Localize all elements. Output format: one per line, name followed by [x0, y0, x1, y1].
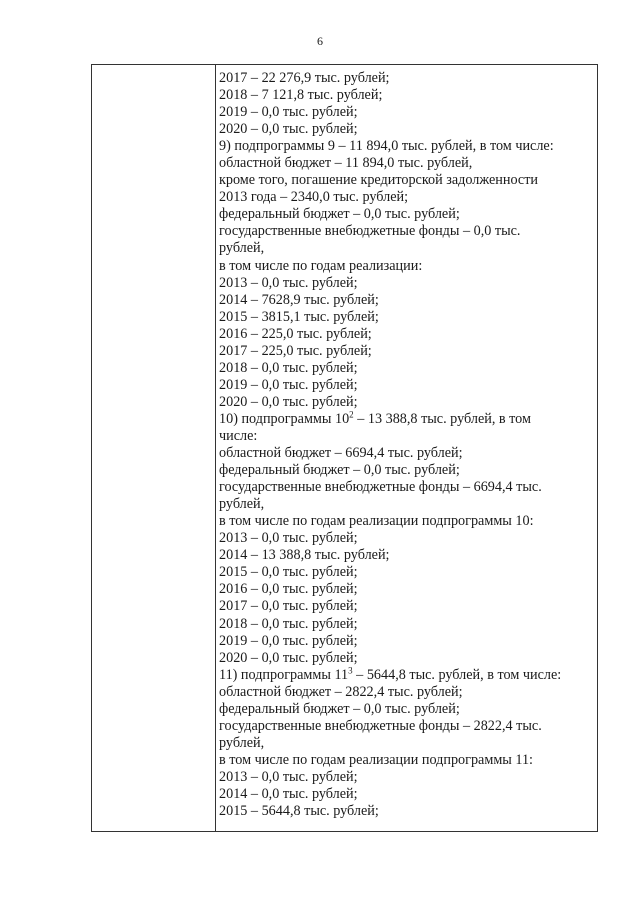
line-text: областной бюджет – 11 894,0 тыс. рублей,	[219, 155, 473, 172]
text-line	[219, 530, 593, 547]
line-text: 2015 – 5644,8 тыс. рублей;	[219, 803, 379, 820]
line-text: 2019 – 0,0 тыс. рублей;	[219, 632, 358, 649]
text-line	[219, 684, 593, 701]
line-text: 2015 – 3815,1 тыс. рублей;	[219, 308, 379, 325]
text-line	[219, 360, 593, 377]
line-text: числе:	[219, 427, 258, 444]
text-line	[219, 769, 593, 786]
line-text: 9) подпрограммы 9 – 11 894,0 тыс. рублей, в том числе:	[219, 138, 554, 155]
line-text: государственные внебюджетные фонды – 0,0 тыс.	[219, 223, 521, 240]
line-text: 2013 – 0,0 тыс. рублей;	[219, 768, 358, 785]
line-text: 2013 – 0,0 тыс. рублей;	[219, 530, 358, 547]
line-text: 2020 – 0,0 тыс. рублей;	[219, 649, 358, 666]
text-line	[219, 633, 593, 650]
line-text: 2017 – 225,0 тыс. рублей;	[219, 342, 372, 359]
line-text: 2017 – 0,0 тыс. рублей;	[219, 598, 358, 615]
text-line	[219, 445, 593, 462]
text-line	[219, 496, 593, 513]
text-line	[219, 223, 593, 240]
text-line	[219, 581, 593, 598]
line-text: 2016 – 225,0 тыс. рублей;	[219, 325, 372, 342]
line-text: в том числе по годам реализации подпрограммы 11:	[219, 751, 533, 768]
text-line	[219, 718, 593, 735]
line-text: 2014 – 13 388,8 тыс. рублей;	[219, 547, 390, 564]
line-text: федеральный бюджет – 0,0 тыс. рублей;	[219, 206, 460, 223]
line-text-continued: – 13 388,8 тыс. рублей, в том	[353, 410, 531, 427]
funding-text-cell	[219, 70, 593, 820]
line-text: 11) подпрограммы 11	[219, 666, 349, 683]
footnote-superscript: 2	[349, 409, 354, 420]
text-line	[219, 70, 593, 87]
text-line	[219, 598, 593, 615]
line-text: федеральный бюджет – 0,0 тыс. рублей;	[219, 462, 460, 479]
line-text: 2018 – 0,0 тыс. рублей;	[219, 359, 358, 376]
column-divider	[215, 65, 216, 831]
line-text-continued: – 5644,8 тыс. рублей, в том числе:	[352, 666, 562, 683]
table-frame	[91, 64, 598, 832]
text-line	[219, 786, 593, 803]
line-text: федеральный бюджет – 0,0 тыс. рублей;	[219, 700, 460, 717]
line-text: 2020 – 0,0 тыс. рублей;	[219, 121, 358, 138]
line-text: областной бюджет – 6694,4 тыс. рублей;	[219, 445, 463, 462]
line-text: 2013 – 0,0 тыс. рублей;	[219, 274, 358, 291]
text-line	[219, 411, 593, 428]
line-text: областной бюджет – 2822,4 тыс. рублей;	[219, 683, 463, 700]
text-line	[219, 564, 593, 581]
line-text: 2014 – 7628,9 тыс. рублей;	[219, 291, 379, 308]
line-text: 2016 – 0,0 тыс. рублей;	[219, 581, 358, 598]
footnote-superscript: 3	[348, 664, 353, 675]
text-line	[219, 121, 593, 138]
line-text: в том числе по годам реализации:	[219, 257, 423, 274]
page-number: 6	[317, 34, 323, 48]
text-line	[219, 343, 593, 360]
text-line	[219, 309, 593, 326]
text-line	[219, 240, 593, 257]
line-text: рублей,	[219, 240, 265, 257]
text-line	[219, 479, 593, 496]
text-line	[219, 326, 593, 343]
text-line	[219, 752, 593, 769]
text-line	[219, 258, 593, 275]
text-line	[219, 547, 593, 564]
line-text: государственные внебюджетные фонды – 6694,4 тыс.	[219, 479, 542, 496]
line-text: 2015 – 0,0 тыс. рублей;	[219, 564, 358, 581]
line-text: 2019 – 0,0 тыс. рублей;	[219, 376, 358, 393]
line-text: 2020 – 0,0 тыс. рублей;	[219, 393, 358, 410]
text-line	[219, 87, 593, 104]
line-text: 2017 – 22 276,9 тыс. рублей;	[219, 70, 390, 86]
text-line	[219, 462, 593, 479]
text-line	[219, 513, 593, 530]
text-line	[219, 428, 593, 445]
text-line	[219, 104, 593, 121]
text-line	[219, 172, 593, 189]
text-line	[219, 664, 593, 684]
text-line	[219, 275, 593, 292]
text-line	[219, 803, 593, 820]
line-text: 2018 – 7 121,8 тыс. рублей;	[219, 87, 383, 104]
line-text: в том числе по годам реализации подпрограммы 10:	[219, 513, 534, 530]
line-text: 10) подпрограммы 10	[219, 410, 350, 427]
text-line	[219, 206, 593, 223]
text-line	[219, 138, 593, 155]
line-text: рублей,	[219, 496, 265, 513]
text-line	[219, 155, 593, 172]
line-text: 2019 – 0,0 тыс. рублей;	[219, 104, 358, 121]
text-line	[219, 735, 593, 752]
line-text: 2014 – 0,0 тыс. рублей;	[219, 785, 358, 802]
line-text: 2013 года – 2340,0 тыс. рублей;	[219, 189, 409, 206]
line-text: 2018 – 0,0 тыс. рублей;	[219, 615, 358, 632]
text-line	[219, 616, 593, 633]
text-line	[219, 394, 593, 411]
line-text: государственные внебюджетные фонды – 2822,4 тыс.	[219, 717, 542, 734]
line-text: рублей,	[219, 734, 265, 751]
text-line	[219, 292, 593, 309]
line-text: кроме того, погашение кредиторской задолженности	[219, 172, 538, 189]
text-line	[219, 650, 593, 667]
text-line	[219, 189, 593, 206]
text-line	[219, 377, 593, 394]
text-line	[219, 701, 593, 718]
